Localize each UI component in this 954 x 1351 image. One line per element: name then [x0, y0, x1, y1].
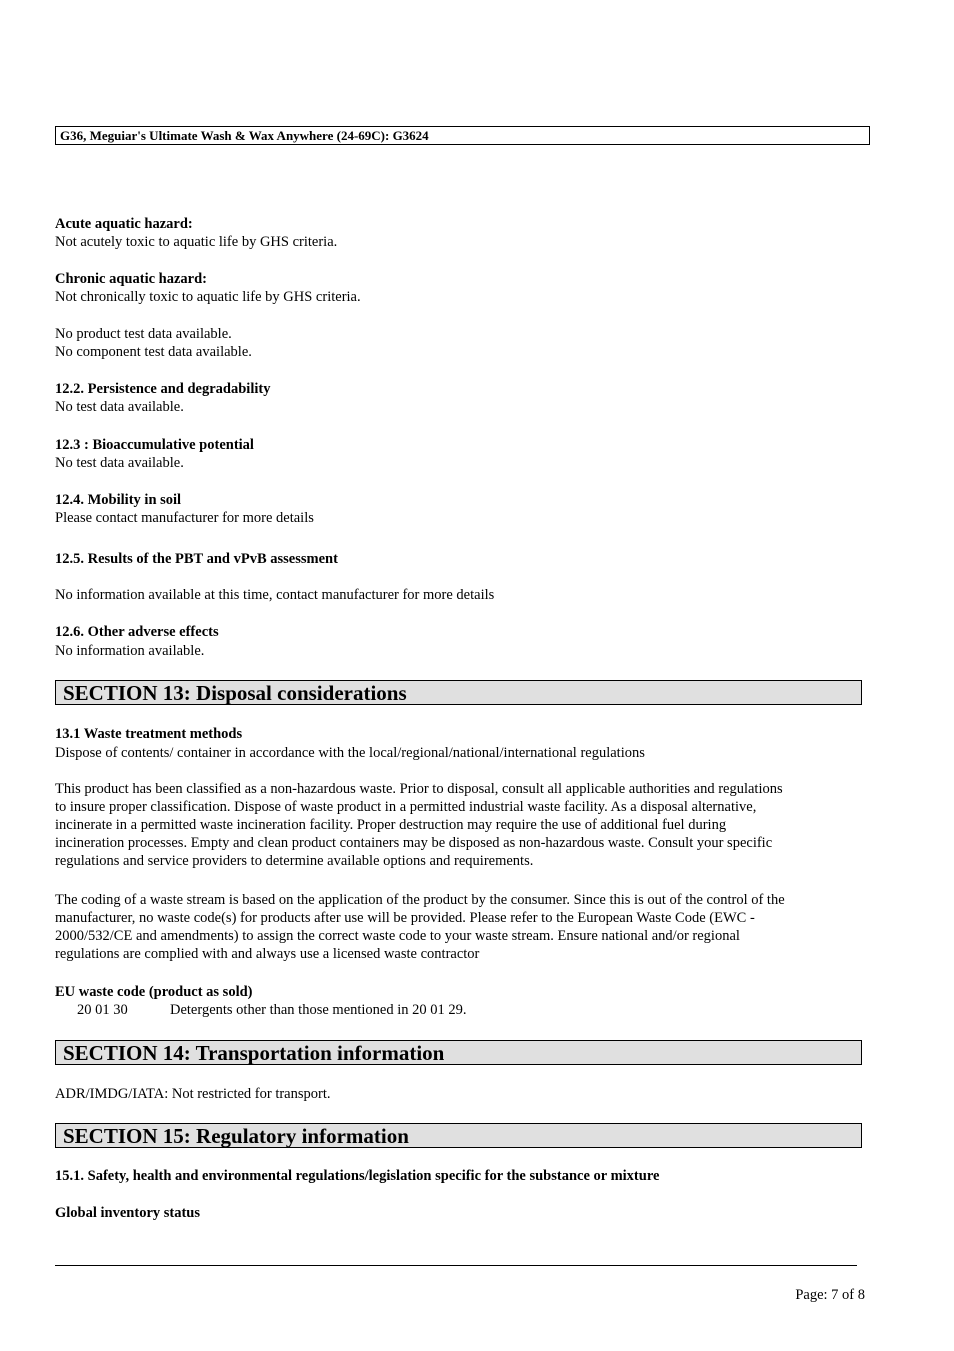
disposal-paragraph-2 — [55, 891, 870, 963]
eu-waste-code-heading: EU waste code (product as sold) — [55, 984, 253, 1000]
chronic-hazard-heading: Chronic aquatic hazard: — [55, 271, 207, 287]
waste-methods-text: Dispose of contents/ container in accordance with the local/regional/national/international regulations — [55, 745, 645, 761]
chronic-hazard-text: Not chronically toxic to aquatic life by GHS criteria. — [55, 289, 361, 305]
pbt-heading: 12.5. Results of the PBT and vPvB assessment — [55, 551, 338, 567]
no-product-data-text: No product test data available. — [55, 326, 232, 342]
paragraph-line: regulations and service providers to determine available options and requirements. — [55, 853, 534, 869]
other-effects-text: No information available. — [55, 643, 205, 659]
section-15-title-bar — [55, 1123, 862, 1148]
paragraph-line: This product has been classified as a non-hazardous waste. Prior to disposal, consult all applicable authorities and regulations — [55, 781, 783, 797]
paragraph-line: regulations are complied with and always use a licensed waste contractor — [55, 946, 480, 962]
paragraph-line: 2000/532/CE and amendments) to assign the correct waste code to your waste stream. Ensure national and/or regional — [55, 928, 740, 944]
waste-methods-heading: 13.1 Waste treatment methods — [55, 726, 243, 742]
transport-text: ADR/IMDG/IATA: Not restricted for transport. — [55, 1086, 331, 1102]
acute-hazard-text: Not acutely toxic to aquatic life by GHS criteria. — [55, 234, 338, 250]
section-13-title: SECTION 13: Disposal considerations — [63, 681, 407, 705]
bioaccumulative-text: No test data available. — [55, 455, 184, 471]
footer-divider — [55, 1265, 857, 1266]
global-inventory-heading: Global inventory status — [55, 1205, 201, 1221]
paragraph-line: incinerate in a permitted waste incineration facility. Proper destruction may require the use of additional fuel during — [55, 817, 727, 833]
pbt-text: No information available at this time, contact manufacturer for more details — [55, 587, 495, 603]
regulations-subheading: 15.1. Safety, health and environmental regulations/legislation specific for the substance or mixture — [55, 1168, 660, 1184]
persistence-heading: 12.2. Persistence and degradability — [55, 381, 271, 397]
disposal-paragraph-1 — [55, 780, 870, 870]
section-14-title: SECTION 14: Transportation information — [63, 1041, 445, 1065]
acute-hazard-heading: Acute aquatic hazard: — [55, 216, 193, 232]
product-title: G36, Meguiar's Ultimate Wash & Wax Anywhere (24-69C): G3624 — [60, 128, 429, 143]
paragraph-line: to insure proper classification. Dispose of waste product in a permitted industrial waste facility. As a disposal alternative, — [55, 799, 757, 815]
no-component-data-text: No component test data available. — [55, 344, 252, 360]
paragraph-line: incineration processes. Empty and clean product containers may be disposed as non-hazardous waste. Consult your specific — [55, 835, 773, 851]
eu-waste-code: 20 01 30 — [77, 1002, 128, 1018]
mobility-heading: 12.4. Mobility in soil — [55, 492, 182, 508]
other-effects-heading: 12.6. Other adverse effects — [55, 624, 219, 640]
section-13-title-bar — [55, 680, 862, 705]
document-header — [55, 126, 870, 145]
bioaccumulative-heading: 12.3 : Bioaccumulative potential — [55, 437, 254, 453]
section-15-title: SECTION 15: Regulatory information — [63, 1124, 409, 1148]
paragraph-line: manufacturer, no waste code(s) for products after use will be provided. Please refer to the European Waste Code (EWC - — [55, 910, 755, 926]
mobility-text: Please contact manufacturer for more details — [55, 510, 314, 526]
persistence-text: No test data available. — [55, 399, 184, 415]
section-14-title-bar — [55, 1040, 862, 1065]
paragraph-line: The coding of a waste stream is based on the application of the product by the consumer. Since this is out of the control of the — [55, 892, 785, 908]
eu-waste-code-description: Detergents other than those mentioned in 20 01 29. — [170, 1002, 467, 1018]
page-number: Page: 7 of 8 — [795, 1287, 865, 1303]
